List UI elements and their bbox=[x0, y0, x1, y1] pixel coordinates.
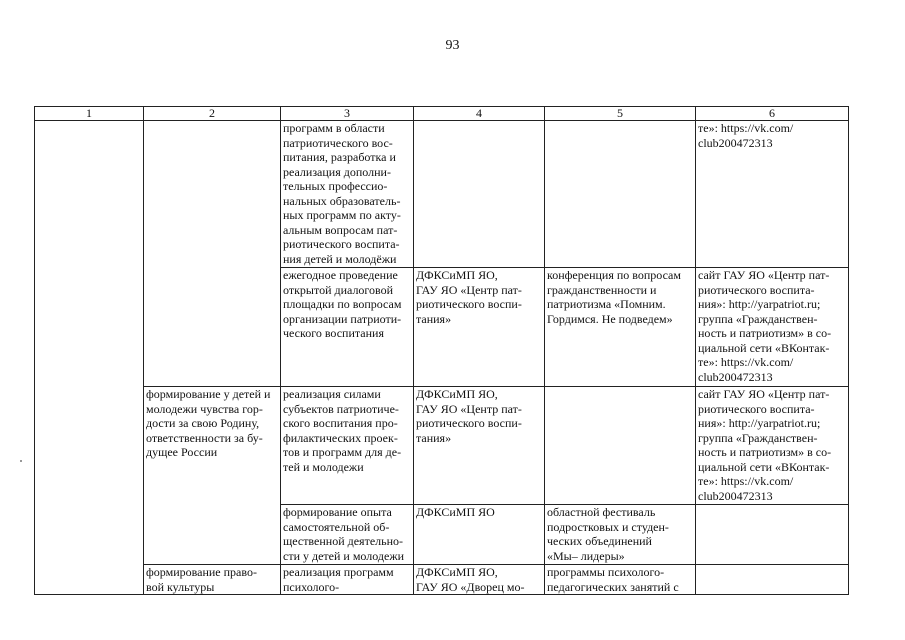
cell-source bbox=[696, 121, 849, 268]
cell-line: ность и патриотизм» в со- bbox=[698, 326, 832, 340]
cell-line: психолого- bbox=[283, 579, 340, 594]
cell-line: педагогических занятий с bbox=[547, 579, 679, 594]
cell-line: риотического воспи- bbox=[416, 297, 522, 311]
cell-line: те»: https://vk.com/ bbox=[698, 474, 794, 488]
scan-speck bbox=[20, 460, 22, 462]
cell-line: те»: https://vk.com/ bbox=[698, 121, 794, 135]
document-table bbox=[34, 106, 849, 595]
cell-line: питания, разработка и bbox=[283, 150, 396, 164]
cell-line: риотического воспита- bbox=[698, 401, 815, 416]
cell-line: тей и молодежи bbox=[283, 459, 364, 474]
cell-source bbox=[696, 387, 849, 505]
cell-line: циальной сети «ВКонтак- bbox=[698, 459, 830, 474]
cell-event bbox=[545, 387, 696, 505]
cell-line: ГАУ ЯО «Дворец мо- bbox=[416, 579, 525, 594]
cell-line: club200472313 bbox=[698, 369, 773, 384]
cell-line: ния детей и молодёжи bbox=[283, 251, 397, 266]
cell-line: ского воспитания про- bbox=[283, 416, 398, 430]
cell-line: ДФКСиМП ЯО bbox=[416, 505, 495, 519]
column-header-1: 1 bbox=[35, 107, 144, 121]
cell-line: реализация силами bbox=[283, 387, 381, 401]
cell-col1-empty bbox=[35, 121, 144, 595]
cell-goal bbox=[144, 387, 281, 565]
cell-line: гражданственности и bbox=[547, 282, 657, 297]
cell-line: ДФКСиМП ЯО, bbox=[416, 565, 498, 579]
cell-executor bbox=[414, 565, 545, 595]
cell-line: club200472313 bbox=[698, 135, 773, 150]
cell-executor bbox=[414, 121, 545, 268]
cell-line: тов и программ для де- bbox=[283, 445, 402, 459]
cell-event bbox=[545, 505, 696, 565]
column-header-2: 2 bbox=[144, 107, 281, 121]
cell-line: ность и патриотизм» в со- bbox=[698, 445, 832, 459]
cell-line: подростковых и студен- bbox=[547, 519, 669, 534]
cell-col2-empty bbox=[144, 121, 281, 387]
cell-activity bbox=[281, 565, 414, 595]
cell-line: сти у детей и молодежи bbox=[283, 548, 405, 563]
cell-line: областной фестиваль bbox=[547, 505, 656, 519]
cell-line: филактических проек- bbox=[283, 430, 398, 445]
cell-line: тельных профессио- bbox=[283, 179, 388, 193]
cell-activity bbox=[281, 387, 414, 505]
cell-line: нальных образователь- bbox=[283, 193, 401, 208]
cell-activity bbox=[281, 268, 414, 387]
table-row bbox=[35, 565, 849, 595]
table-row bbox=[35, 387, 849, 505]
cell-activity bbox=[281, 121, 414, 268]
cell-event bbox=[545, 268, 696, 387]
cell-line: ния»: http://yarpatriot.ru; bbox=[698, 297, 821, 311]
cell-executor bbox=[414, 268, 545, 387]
column-header-5: 5 bbox=[545, 107, 696, 121]
cell-activity bbox=[281, 505, 414, 565]
cell-line: самостоятельной об- bbox=[283, 519, 390, 534]
page-number: 93 bbox=[445, 38, 460, 53]
cell-line: риотического воспита- bbox=[283, 237, 400, 251]
cell-line: ответственности за бу- bbox=[146, 430, 263, 445]
table-row bbox=[35, 121, 849, 268]
cell-line: формирование у детей и bbox=[146, 387, 271, 401]
cell-line: площадки по вопросам bbox=[283, 297, 402, 311]
cell-line: открытой диалоговой bbox=[283, 282, 394, 297]
cell-executor bbox=[414, 387, 545, 505]
cell-line: вой культуры bbox=[146, 579, 215, 594]
cell-line: щественной деятельно- bbox=[283, 534, 404, 548]
cell-line: группа «Гражданствен- bbox=[698, 430, 818, 445]
cell-line: организации патриоти- bbox=[283, 311, 402, 326]
cell-line: конференция по вопросам bbox=[547, 268, 681, 282]
cell-source bbox=[696, 268, 849, 387]
cell-event bbox=[545, 565, 696, 595]
cell-source bbox=[696, 565, 849, 595]
table-header-row bbox=[35, 107, 849, 121]
cell-line: те»: https://vk.com/ bbox=[698, 355, 794, 369]
cell-line: club200472313 bbox=[698, 488, 773, 503]
cell-line: субъектов патриотиче- bbox=[283, 401, 399, 416]
cell-line: риотического воспи- bbox=[416, 416, 522, 430]
column-header-4: 4 bbox=[414, 107, 545, 121]
cell-line: Гордимся. Не подведем» bbox=[547, 311, 673, 326]
cell-line: ческих объединений bbox=[547, 534, 652, 548]
cell-line: сайт ГАУ ЯО «Центр пат- bbox=[698, 387, 830, 401]
cell-line: ГАУ ЯО «Центр пат- bbox=[416, 282, 522, 297]
cell-line: ния»: http://yarpatriot.ru; bbox=[698, 416, 821, 430]
cell-line: ных программ по акту- bbox=[283, 208, 401, 222]
cell-line: риотического воспита- bbox=[698, 282, 815, 297]
cell-line: формирование опыта bbox=[283, 505, 392, 519]
cell-line: программ в области bbox=[283, 121, 385, 135]
cell-line: дости за свою Родину, bbox=[146, 416, 260, 430]
cell-line: ДФКСиМП ЯО, bbox=[416, 268, 498, 282]
cell-event bbox=[545, 121, 696, 268]
cell-line: тания» bbox=[416, 430, 452, 445]
cell-line: группа «Гражданствен- bbox=[698, 311, 818, 326]
cell-line: программы психолого- bbox=[547, 565, 665, 579]
cell-line: тания» bbox=[416, 311, 452, 326]
cell-line: формирование право- bbox=[146, 565, 257, 579]
cell-line: патриотизма «Помним. bbox=[547, 297, 666, 311]
cell-line: ГАУ ЯО «Центр пат- bbox=[416, 401, 522, 416]
cell-executor bbox=[414, 505, 545, 565]
column-header-3: 3 bbox=[281, 107, 414, 121]
cell-line: реализация дополни- bbox=[283, 164, 391, 179]
cell-line: альным вопросам пат- bbox=[283, 222, 398, 237]
cell-line: ежегодное проведение bbox=[283, 268, 398, 282]
cell-goal bbox=[144, 565, 281, 595]
cell-source bbox=[696, 505, 849, 565]
cell-line: реализация программ bbox=[283, 565, 394, 579]
cell-line: молодежи чувства гор- bbox=[146, 401, 263, 416]
cell-line: ческого воспитания bbox=[283, 326, 384, 340]
cell-line: дущее России bbox=[146, 445, 218, 459]
cell-line: патриотического вос- bbox=[283, 135, 393, 150]
cell-line: ДФКСиМП ЯО, bbox=[416, 387, 498, 401]
column-header-6: 6 bbox=[696, 107, 849, 121]
cell-line: сайт ГАУ ЯО «Центр пат- bbox=[698, 268, 830, 282]
cell-line: «Мы– лидеры» bbox=[547, 548, 625, 563]
cell-line: циальной сети «ВКонтак- bbox=[698, 340, 830, 355]
